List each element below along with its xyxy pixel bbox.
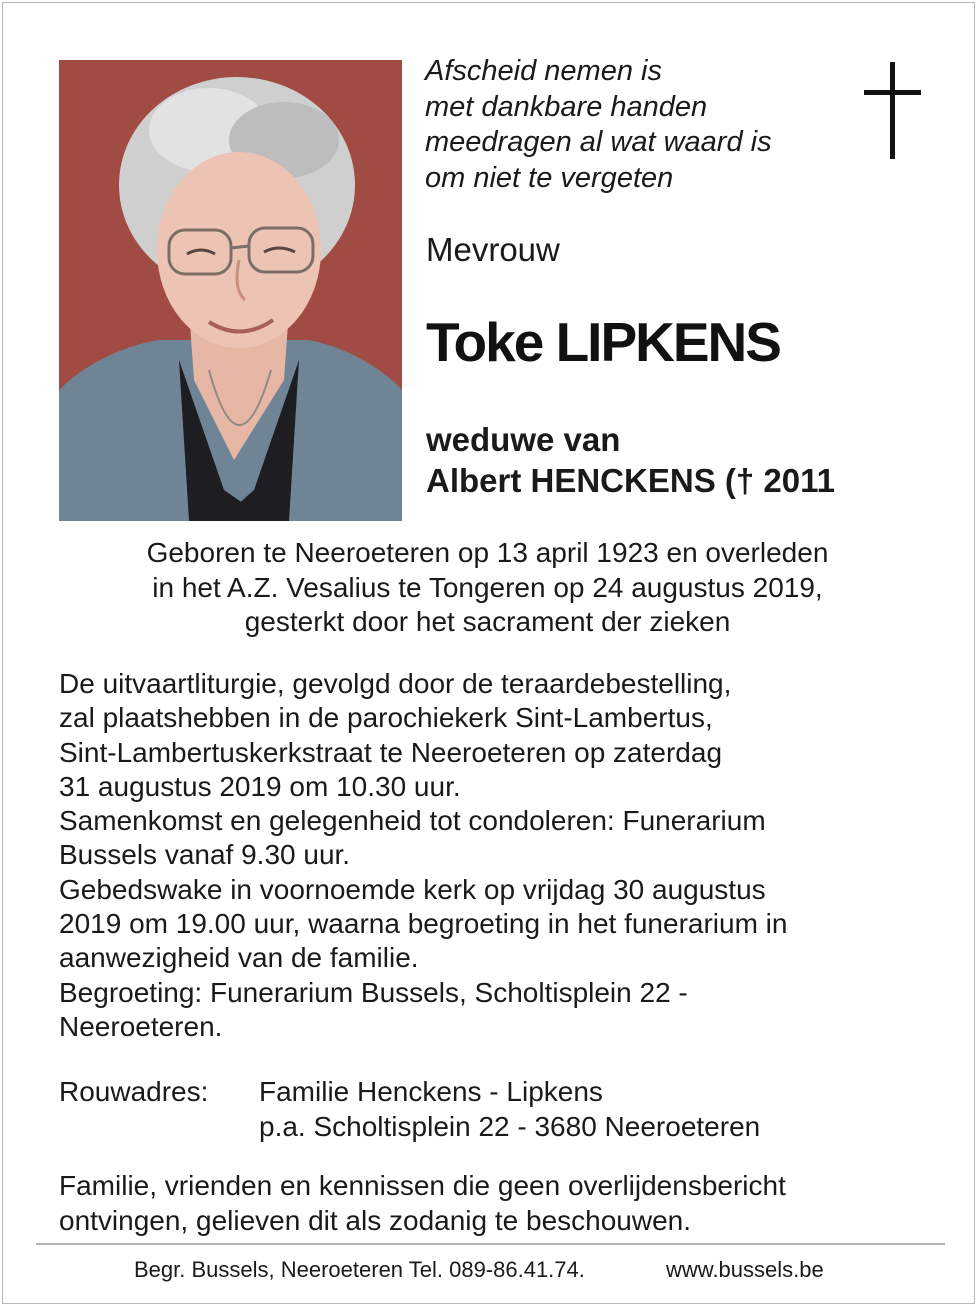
service-line: 2019 om 19.00 uur, waarna begroeting in het funerarium in bbox=[59, 908, 788, 940]
deceased-name: Toke LIPKENS bbox=[426, 311, 780, 373]
notice-line: ontvingen, gelieven dit als zodanig te beschouwen. bbox=[59, 1205, 691, 1236]
footer-divider bbox=[36, 1243, 945, 1245]
service-line: Neeroeteren. bbox=[59, 1010, 223, 1042]
service-line: aanwezigheid van de familie. bbox=[59, 942, 419, 974]
funeral-home-website[interactable]: www.bussels.be bbox=[666, 1257, 824, 1282]
service-line: Begroeting: Funerarium Bussels, Scholtisplein 22 - bbox=[59, 976, 688, 1008]
notice-text bbox=[59, 1168, 786, 1238]
poem-line: meedragen al wat waard is bbox=[425, 126, 772, 158]
address-line: Familie Henckens - Lipkens bbox=[259, 1076, 603, 1107]
service-line: Gebedswake in voornoemde kerk op vrijdag 30 augustus bbox=[59, 873, 766, 905]
service-line: Samenkomst en gelegenheid tot condoleren: Funerarium bbox=[59, 805, 766, 837]
service-line: Bussels vanaf 9.30 uur. bbox=[59, 839, 351, 871]
birth-line: Geboren te Neeroeteren op 13 april 1923 en overleden bbox=[146, 537, 829, 568]
notice-line: Familie, vrienden en kennissen die geen overlijdensbericht bbox=[59, 1170, 786, 1201]
funeral-home-contact: Begr. Bussels, Neeroeteren Tel. 089-86.41.74. bbox=[134, 1257, 585, 1282]
funeral-service-details bbox=[59, 667, 787, 1044]
birth-line: gesterkt door het sacrament der zieken bbox=[244, 606, 731, 637]
portrait-illustration bbox=[59, 60, 402, 521]
poem-text bbox=[425, 54, 772, 196]
poem-line: met dankbare handen bbox=[425, 90, 708, 123]
service-line: 31 augustus 2019 om 10.30 uur. bbox=[59, 770, 461, 802]
service-line: Sint-Lambertuskerkstraat te Neeroeteren op zaterdag bbox=[59, 736, 723, 768]
service-line: zal plaatshebben in de parochiekerk Sint-Lambertus, bbox=[59, 702, 713, 734]
address-line: p.a. Scholtisplein 22 - 3680 Neeroeteren bbox=[259, 1111, 761, 1142]
poem-line: om niet te vergeten bbox=[425, 161, 674, 194]
honorific: Mevrouw bbox=[426, 231, 560, 268]
spouse-name: Albert HENCKENS († 2011 bbox=[426, 462, 835, 499]
birth-line: in het A.Z. Vesalius te Tongeren op 24 augustus 2019, bbox=[152, 571, 823, 603]
service-line: De uitvaartliturgie, gevolgd door de teraardebestelling, bbox=[59, 668, 732, 699]
address-label: Rouwadres: bbox=[59, 1076, 209, 1107]
spouse-label: weduwe van bbox=[426, 421, 621, 458]
poem-line: Afscheid nemen is bbox=[425, 55, 662, 87]
birth-death-details bbox=[60, 536, 915, 640]
latin-cross-icon bbox=[864, 62, 922, 165]
portrait-photo bbox=[59, 60, 402, 521]
